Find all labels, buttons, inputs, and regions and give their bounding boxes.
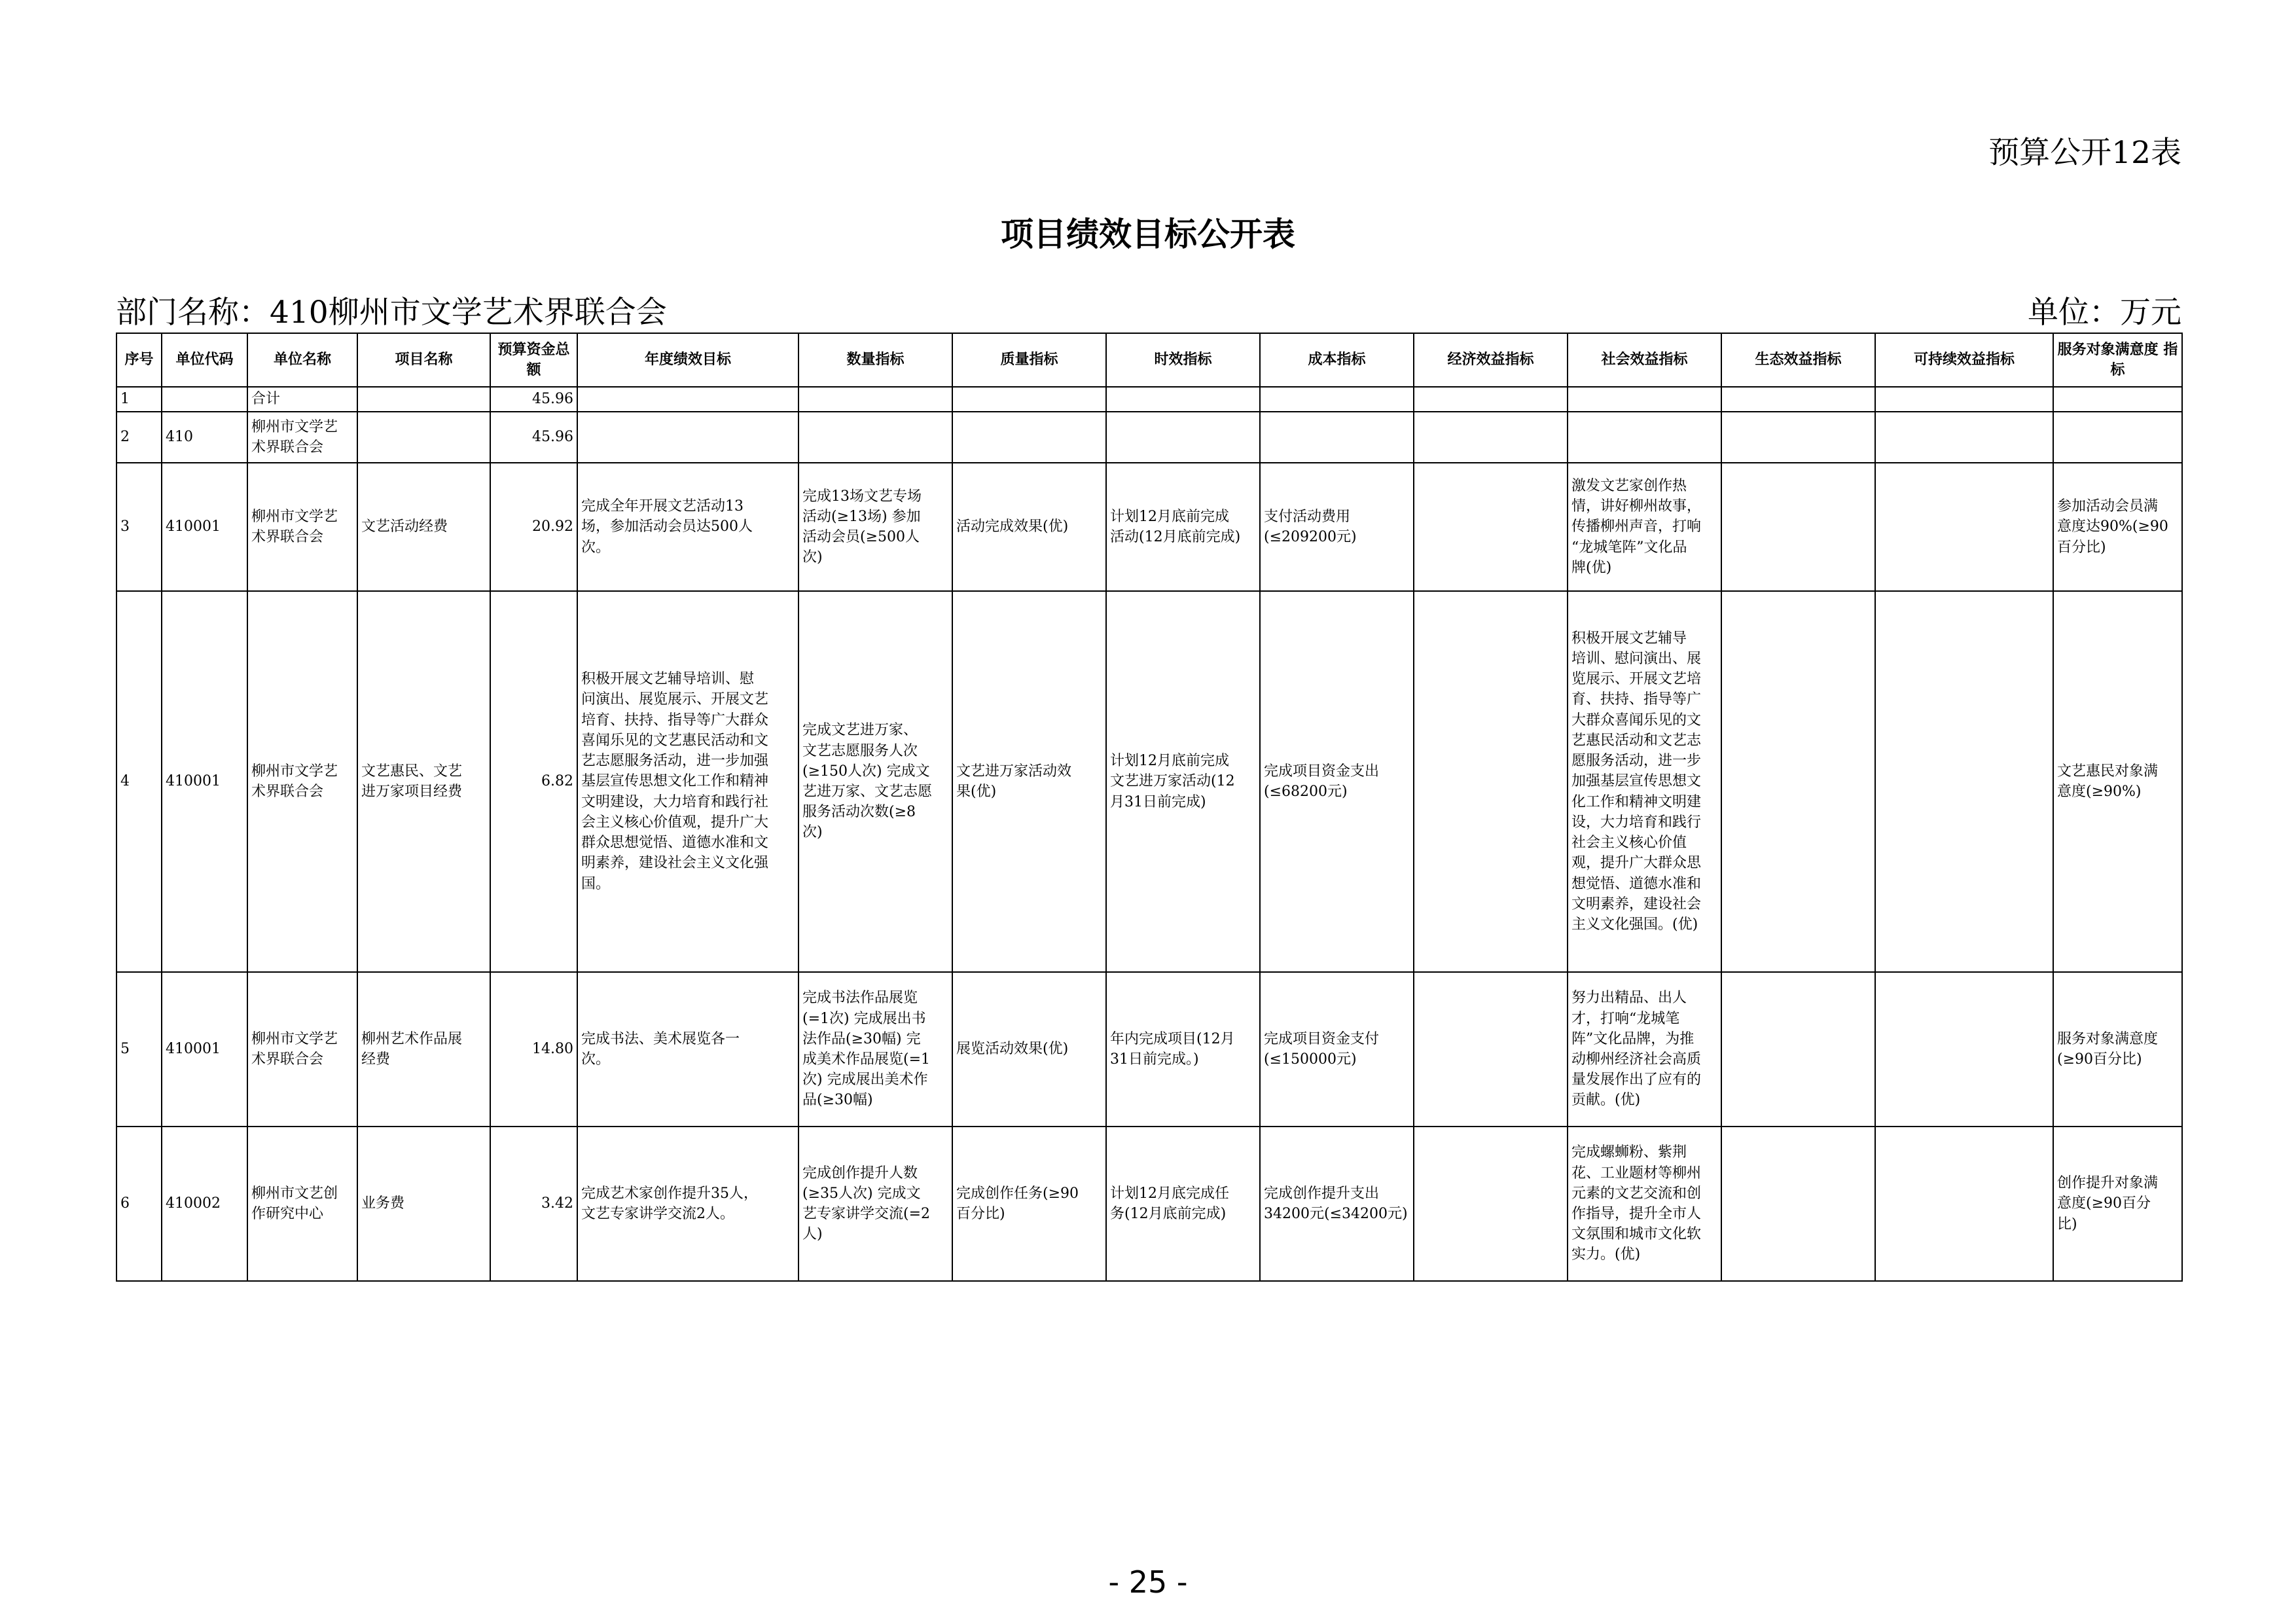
table-cell [1568,412,1721,463]
table-cell: 完成创作提升支出 34200元(≤34200元) [1260,1127,1414,1281]
table-cell: 柳州市文学艺 术界联合会 [247,412,357,463]
table-cell: 45.96 [490,387,577,412]
table-cell [952,387,1106,412]
table-cell: 3.42 [490,1127,577,1281]
table-cell: 激发文艺家创作热 情，讲好柳州故事， 传播柳州声音，打响 “龙城笔阵”文化品 牌(优) [1568,463,1721,591]
column-header-sustainable: 可持续效益指标 [1875,333,2053,387]
table-cell: 1 [117,387,162,412]
column-header-social: 社会效益指标 [1568,333,1721,387]
table-cell: 业务费 [357,1127,490,1281]
table-cell [798,412,952,463]
table-cell: 文艺活动经费 [357,463,490,591]
table-cell: 完成书法、美术展览各一 次。 [577,972,798,1127]
table-cell [1875,463,2053,591]
table-cell [1875,412,2053,463]
table-cell: 活动完成效果(优) [952,463,1106,591]
table-row [117,591,2182,972]
table-cell [357,412,490,463]
table-cell: 完成全年开展文艺活动13 场，参加活动会员达500人 次。 [577,463,798,591]
table-cell: 服务对象满意度 (≥90百分比) [2053,972,2182,1127]
table-cell: 文艺惠民对象满 意度(≥90%) [2053,591,2182,972]
column-header-ecological: 生态效益指标 [1721,333,1875,387]
table-cell [2053,412,2182,463]
table-cell: 410001 [162,463,247,591]
table-cell [1414,591,1568,972]
table-row [117,1127,2182,1281]
table-cell: 完成项目资金支付 (≤150000元) [1260,972,1414,1127]
table-cell [1414,412,1568,463]
table-cell: 文艺惠民、文艺 进万家项目经费 [357,591,490,972]
table-cell: 3 [117,463,162,591]
table-cell [1414,387,1568,412]
table-cell: 计划12月底完成任 务(12月底前完成) [1106,1127,1260,1281]
table-cell: 完成书法作品展览 (=1次) 完成展出书 法作品(≥30幅) 完 成美术作品展览(=1 次) 完成展出美术作 品(≥30幅) [798,972,952,1127]
table-cell: 参加活动会员满 意度达90%(≥90 百分比) [2053,463,2182,591]
table-cell: 45.96 [490,412,577,463]
column-header-unit-name: 单位名称 [247,333,357,387]
column-header-unit-code: 单位代码 [162,333,247,387]
table-cell: 积极开展文艺辅导培训、慰 问演出、展览展示、开展文艺 培育、扶持、指导等广大群众 喜闻乐见的文艺惠民活动和文 艺志愿服务活动，进一步加强 基层宣传思想文化工作和精神 文明建设，大力培育和践行社 会主义核心价值观，提升广大 群众思想觉悟、道德水准和文 明素养，建设社会主义文化强 国。 [577,591,798,972]
table-cell: 完成项目资金支出 (≤68200元) [1260,591,1414,972]
column-header-budget: 预算资金总 额 [490,333,577,387]
table-cell: 完成螺蛳粉、紫荆 花、工业题材等柳州 元素的文艺交流和创 作指导，提升全市人 文氛围和城市文化软 实力。(优) [1568,1127,1721,1281]
table-cell [1875,1127,2053,1281]
table-row [117,463,2182,591]
table-header-row [117,333,2182,387]
table-cell: 410001 [162,591,247,972]
table-cell: 20.92 [490,463,577,591]
currency-unit: 单位：万元 [2028,295,2181,331]
table-cell [1721,1127,1875,1281]
table-cell [1414,463,1568,591]
column-header-timeliness: 时效指标 [1106,333,1260,387]
table-cell: 柳州市文艺创 作研究中心 [247,1127,357,1281]
table-cell: 合计 [247,387,357,412]
table-cell: 完成13场文艺专场 活动(≥13场) 参加 活动会员(≥500人 次) [798,463,952,591]
table-cell: 支付活动费用 (≤209200元) [1260,463,1414,591]
table-cell [577,412,798,463]
table-cell [798,387,952,412]
table-cell: 计划12月底前完成 活动(12月底前完成) [1106,463,1260,591]
table-cell: 5 [117,972,162,1127]
column-header-quality: 质量指标 [952,333,1106,387]
table-cell [1721,591,1875,972]
table-cell: 文艺进万家活动效 果(优) [952,591,1106,972]
table-cell [1721,463,1875,591]
table-row [117,412,2182,463]
table-cell [1721,972,1875,1127]
table-cell [952,412,1106,463]
table-cell: 完成创作提升人数 (≥35人次) 完成文 艺专家讲学交流(=2 人) [798,1127,952,1281]
table-cell: 6 [117,1127,162,1281]
table-row [117,972,2182,1127]
table-cell [1106,387,1260,412]
table-cell: 完成创作任务(≥90 百分比) [952,1127,1106,1281]
table-cell [357,387,490,412]
table-cell [1875,387,2053,412]
table-cell: 计划12月底前完成 文艺进万家活动(12 月31日前完成) [1106,591,1260,972]
table-cell [1568,387,1721,412]
table-cell: 410002 [162,1127,247,1281]
column-header-seq: 序号 [117,333,162,387]
table-cell: 努力出精品、出人 才，打响“龙城笔 阵”文化品牌，为推 动柳州经济社会高质 量发展作出了应有的 贡献。(优) [1568,972,1721,1127]
table-cell [2053,387,2182,412]
column-header-annual-goal: 年度绩效目标 [577,333,798,387]
table-cell: 创作提升对象满 意度(≥90百分 比) [2053,1127,2182,1281]
table-cell [1721,387,1875,412]
column-header-quantity: 数量指标 [798,333,952,387]
table-cell: 410001 [162,972,247,1127]
table-cell: 410 [162,412,247,463]
table-cell: 完成文艺进万家、 文艺志愿服务人次 (≥150人次) 完成文 艺进万家、文艺志愿 服务活动次数(≥8 次) [798,591,952,972]
table-cell: 柳州市文学艺 术界联合会 [247,463,357,591]
table-cell: 完成艺术家创作提升35人， 文艺专家讲学交流2人。 [577,1127,798,1281]
table-cell: 柳州市文学艺 术界联合会 [247,591,357,972]
table-cell: 4 [117,591,162,972]
table-cell: 2 [117,412,162,463]
table-cell [1414,972,1568,1127]
table-cell [162,387,247,412]
table-cell: 展览活动效果(优) [952,972,1106,1127]
table-cell [1721,412,1875,463]
table-cell [1260,412,1414,463]
department-name: 部门名称：410柳州市文学艺术界联合会 [116,295,667,331]
table-cell [1260,387,1414,412]
table-cell: 6.82 [490,591,577,972]
performance-table [116,333,2183,1282]
column-header-project-name: 项目名称 [357,333,490,387]
table-cell: 年内完成项目(12月 31日前完成。) [1106,972,1260,1127]
table-cell: 积极开展文艺辅导 培训、慰问演出、展 览展示、开展文艺培 育、扶持、指导等广 大群众喜闻乐见的文 艺惠民活动和文艺志 愿服务活动，进一步 加强基层宣传思想文 化工作和精神文明建 设，大力培育和践行 社会主义核心价值 观，提升广大群众思 想觉悟、道德水准和 文明素养，建设社会 主义文化强国。(优) [1568,591,1721,972]
table-cell [1414,1127,1568,1281]
page-number: - 25 - [1108,1564,1188,1600]
table-number-label: 预算公开12表 [1988,135,2181,171]
table-cell: 柳州艺术作品展 经费 [357,972,490,1127]
table-cell [1875,972,2053,1127]
table-cell [1106,412,1260,463]
table-row [117,387,2182,412]
table-cell: 柳州市文学艺 术界联合会 [247,972,357,1127]
table-cell [577,387,798,412]
page-title: 项目绩效目标公开表 [1001,215,1295,253]
column-header-satisfaction: 服务对象满意度 指标 [2053,333,2182,387]
column-header-cost: 成本指标 [1260,333,1414,387]
table-cell: 14.80 [490,972,577,1127]
table-cell [1875,591,2053,972]
column-header-economic: 经济效益指标 [1414,333,1568,387]
